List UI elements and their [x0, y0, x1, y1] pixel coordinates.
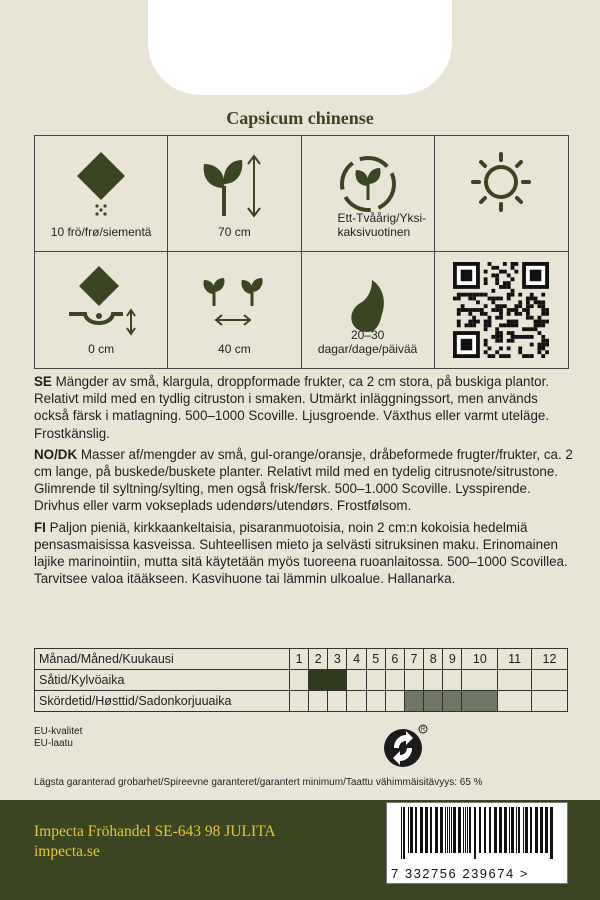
description: [34, 373, 574, 591]
sowing-month-3: [328, 670, 347, 691]
month-4: 4: [347, 649, 366, 670]
sun-cell: [435, 136, 568, 252]
spacing-icon: [194, 262, 274, 342]
harvest-month-3: [328, 691, 347, 712]
description-se: [34, 373, 574, 442]
lang-code-fi: FI: [34, 519, 46, 535]
hang-tab-cutout: [148, 0, 452, 95]
harvest-row: [35, 691, 568, 712]
text-se: Mängder av små, klargula, droppformade frukter, ca 2 cm stora, på buskiga plantor. Relativt mild med en tydlig citruston i smaken. Utmärkt inläggningssort, men används också färsk i matlagning. 500–1000 Scoville. Ljusgroende. Växthus eller varmt uteläge. Frostkänslig.: [34, 374, 550, 441]
sowing-month-12: [532, 670, 568, 691]
harvest-month-10: [462, 691, 498, 712]
germination-caption: 20–30 dagar/dage/päivää: [317, 328, 418, 356]
sun-icon: [461, 146, 541, 226]
seeds-cell: [35, 136, 168, 252]
footer-address-block: [34, 822, 276, 862]
sowing-month-6: [385, 670, 404, 691]
month-11: 11: [498, 649, 532, 670]
month-2: 2: [309, 649, 328, 670]
harvest-month-5: [366, 691, 385, 712]
spacing-cell: [168, 252, 301, 368]
species-title: Capsicum chinense: [226, 108, 374, 128]
spacing-caption: 40 cm: [218, 342, 251, 356]
sowing-depth-icon: [61, 262, 141, 342]
harvest-month-1: [290, 691, 309, 712]
sowing-month-2: [309, 670, 328, 691]
month-3: 3: [328, 649, 347, 670]
svg-text:R: R: [420, 727, 426, 734]
harvest-month-4: [347, 691, 366, 712]
sowing-month-11: [498, 670, 532, 691]
depth-caption: 0 cm: [88, 342, 115, 356]
harvest-label: Skördetid/Høsttid/Sadonkorjuuaika: [35, 691, 290, 712]
sowing-month-5: [366, 670, 385, 691]
germination-cell: [302, 252, 435, 368]
height-arrow-icon: [194, 146, 274, 226]
eu-quality: [34, 726, 82, 750]
harvest-month-11: [498, 691, 532, 712]
harvest-month-7: [404, 691, 423, 712]
seed-packet-icon: [61, 146, 141, 226]
month-8: 8: [424, 649, 443, 670]
sowing-month-4: [347, 670, 366, 691]
height-caption: 70 cm: [218, 225, 251, 239]
height-cell: [168, 136, 301, 252]
green-dot-icon: [382, 723, 428, 769]
barcode-bars: [397, 807, 557, 859]
eu-quality-fi: EU-laatu: [34, 738, 73, 749]
month-7: 7: [404, 649, 423, 670]
sowing-label: Såtid/Kylvöaika: [35, 670, 290, 691]
month-9: 9: [443, 649, 462, 670]
qr-code-icon: [453, 262, 549, 358]
harvest-month-9: [443, 691, 462, 712]
qr-cell: [435, 252, 568, 368]
sowing-month-9: [443, 670, 462, 691]
icon-grid: [34, 135, 569, 369]
calendar-header-row: [35, 649, 568, 670]
barcode: [386, 802, 568, 884]
eu-quality-sv: EU-kvalitet: [34, 726, 83, 737]
depth-cell: [35, 252, 168, 368]
description-fi: [34, 519, 574, 588]
harvest-month-12: [532, 691, 568, 712]
seeds-caption: 10 frö/frø/siementä: [50, 225, 152, 239]
harvest-month-2: [309, 691, 328, 712]
germination-rate: Lägsta garanterad grobarhet/Spireevne garanteret/garantert minimum/Taattu vähimmäisitävyys: 65 %: [34, 777, 483, 788]
month-label: Månad/Måned/Kuukausi: [35, 649, 290, 670]
harvest-month-6: [385, 691, 404, 712]
description-nodk: [34, 446, 574, 515]
text-fi: Paljon pieniä, kirkkaankeltaisia, pisaranmuotoisia, noin 2 cm:n kokoisia hedelmiä pensasmaisissa kasveissa. Suhteellisen mieto ja selvästi sitruksinen maku. Erinomainen lajike marinointiin, mutta sitä käytetään myös tuoreena ruoanlaitossa. 500–1000 Scovillea. Tarvitsee valoa itääkseen. Kasvihuone tai lämmin ulkoalue. Hallanarka.: [34, 519, 568, 587]
text-nodk: Masser af/mengder av små, gul-orange/oransje, dråbeformede frugter/frukter, ca. 2 cm lange, på buskede/buskete planter. Relativt mild med en tydelig citrusnote/sitrustone. Glimrende til syltning/sylting, men også frisk/fersk. 500–1.000 Scoville. Lysspirende. Drivhus eller varm vokseplads udendørs/utendørs. Frostfølsom.: [34, 446, 573, 514]
lifecycle-cell: [302, 136, 435, 252]
sowing-month-7: [404, 670, 423, 691]
month-10: 10: [462, 649, 498, 670]
month-12: 12: [532, 649, 568, 670]
lang-code-nodk: NO/DK: [34, 446, 78, 462]
sowing-month-1: [290, 670, 309, 691]
month-5: 5: [366, 649, 385, 670]
website-link[interactable]: impecta.se: [34, 843, 100, 860]
lang-code-se: SE: [34, 374, 52, 389]
sowing-row: [35, 670, 568, 691]
harvest-month-8: [424, 691, 443, 712]
month-6: 6: [385, 649, 404, 670]
company-address: Impecta Fröhandel SE-643 98 JULITA: [34, 823, 276, 840]
sowing-month-10: [462, 670, 498, 691]
sowing-month-8: [424, 670, 443, 691]
lifecycle-caption: Ett-Tvåårig/Yksi- kaksivuotinen: [337, 211, 427, 239]
month-1: 1: [290, 649, 309, 670]
sowing-calendar: [34, 648, 568, 712]
barcode-number: 7 332756 239674 >: [391, 866, 529, 881]
